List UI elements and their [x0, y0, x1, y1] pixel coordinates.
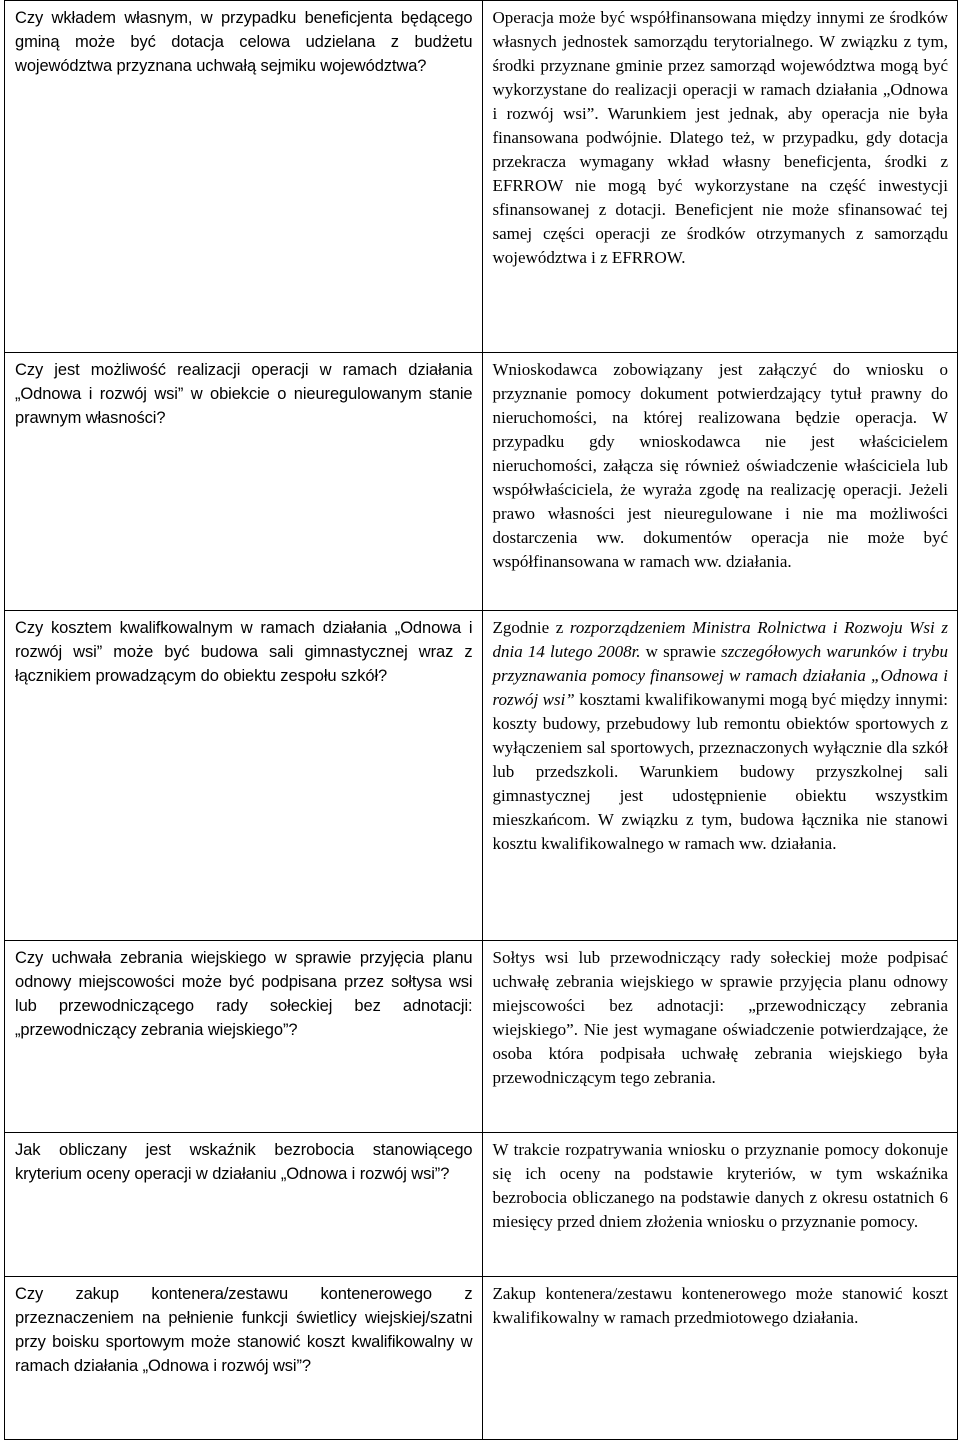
question-cell: Czy jest możliwość realizacji operacji w ramach działania „Odnowa i rozwój wsi” w obiekcie o nieuregulowanym stanie prawnym własności? — [5, 353, 483, 611]
answer-cell: Zakup kontenera/zestawu kontenerowego może stanowić koszt kwalifikowalny w ramach przedmiotowego działania. — [482, 1277, 958, 1440]
table-row — [5, 941, 958, 1133]
question-cell: Czy wkładem własnym, w przypadku beneficjenta będącego gminą może być dotacja celowa udzielana z budżetu województwa przyznana uchwałą sejmiku województwa? — [5, 1, 483, 353]
question-cell: Czy zakup kontenera/zestawu kontenerowego z przeznaczeniem na pełnienie funkcji świetlicy wiejskiej/szatni przy boisku sportowym może stanowić koszt kwalifikowalny w ramach działania „Odnowa i rozwój wsi”? — [5, 1277, 483, 1440]
answer-rest: kosztami kwalifikowanymi mogą być między innymi: koszty budowy, przebudowy lub remontu obiektów sportowych z wyłączeniem sal sportowych, przeznaczonych wyłącznie dla szkół lub przedszkoli. Warunkiem budowy przyszkolnej sali gimnastycznej jest udostępnienie obiektu wszystkim mieszkańcom. W związku z tym, budowa łącznika nie stanowi kosztu kwalifikowalnego w ramach ww. działania. — [492, 690, 948, 853]
answer-cell: W trakcie rozpatrywania wniosku o przyznanie pomocy dokonuje się ich oceny na podstawie kryteriów, w tym wskaźnika bezrobocia obliczanego na podstawie danych z okresu ostatnich 6 miesięcy przed dniem złożenia wniosku o przyznanie pomocy. — [482, 1133, 958, 1277]
answer-cell: Operacja może być współfinansowana między innymi ze środków własnych jednostek samorządu terytorialnego. W związku z tym, środki przyznane gminie przez samorząd województwa mogą być wykorzystane do realizacji operacji w ramach działania „Odnowa i rozwój wsi”. Warunkiem jest jednak, aby operacja nie była finansowana podwójnie. Dlatego też, w przypadku, gdy dotacja przekracza wymagany wkład własny beneficjenta, środki z EFRROW nie mogą być wykorzystane na część inwestycji sfinansowanej z dotacji. Beneficjent nie może sfinansować tej samej części operacji ze środków otrzymanych z samorządu województwa i z EFRROW. — [482, 1, 958, 353]
table-row — [5, 1277, 958, 1440]
faq-table — [4, 0, 958, 1440]
question-cell: Jak obliczany jest wskaźnik bezrobocia stanowiącego kryterium oceny operacji w działaniu „Odnowa i rozwój wsi”? — [5, 1133, 483, 1277]
answer-lead: Zgodnie z — [492, 618, 570, 637]
table-row — [5, 611, 958, 941]
answer-mid: w sprawie — [640, 642, 722, 661]
table-row — [5, 353, 958, 611]
answer-cell — [482, 611, 958, 941]
question-cell: Czy uchwała zebrania wiejskiego w sprawie przyjęcia planu odnowy miejscowości może być podpisana przez sołtysa wsi lub przewodniczącego rady sołeckiej bez adnotacji: „przewodniczący zebrania wiejskiego”? — [5, 941, 483, 1133]
table-row — [5, 1133, 958, 1277]
regulation-name: rozporządzeniem Ministra Rolnictwa i Rozwoju Wsi z dnia 14 lutego 2008r. — [492, 618, 948, 661]
table-row — [5, 1, 958, 353]
answer-cell: Sołtys wsi lub przewodniczący rady sołeckiej może podpisać uchwałę zebrania wiejskiego w sprawie przyjęcia planu odnowy miejscowości bez adnotacji: „przewodniczący zebrania wiejskiego”. Nie jest wymagane oświadczenie potwierdzające, że osoba która podpisała uchwałę zebrania wiejskiego była przewodniczącym tego zebrania. — [482, 941, 958, 1133]
regulation-title: szczegółowych warunków i trybu przyznawania pomocy finansowej w ramach działania „Odnowa i rozwój wsi” — [492, 642, 948, 709]
answer-cell: Wnioskodawca zobowiązany jest załączyć do wniosku o przyznanie pomocy dokument potwierdzający tytuł prawny do nieruchomości, na której realizowana będzie operacja. W przypadku gdy wnioskodawca nie jest właścicielem nieruchomości, załącza się również oświadczenie właściciela lub współwłaściciela, że wyraża zgodę na realizację operacji. Jeżeli prawo własności jest nieuregulowane i nie ma możliwości dostarczenia ww. dokumentów operacja nie może być współfinansowana w ramach ww. działania. — [482, 353, 958, 611]
question-cell: Czy kosztem kwalifkowalnym w ramach działania „Odnowa i rozwój wsi” może być budowa sali gimnastycznej wraz z łącznikiem prowadzącym do obiektu zespołu szkół? — [5, 611, 483, 941]
